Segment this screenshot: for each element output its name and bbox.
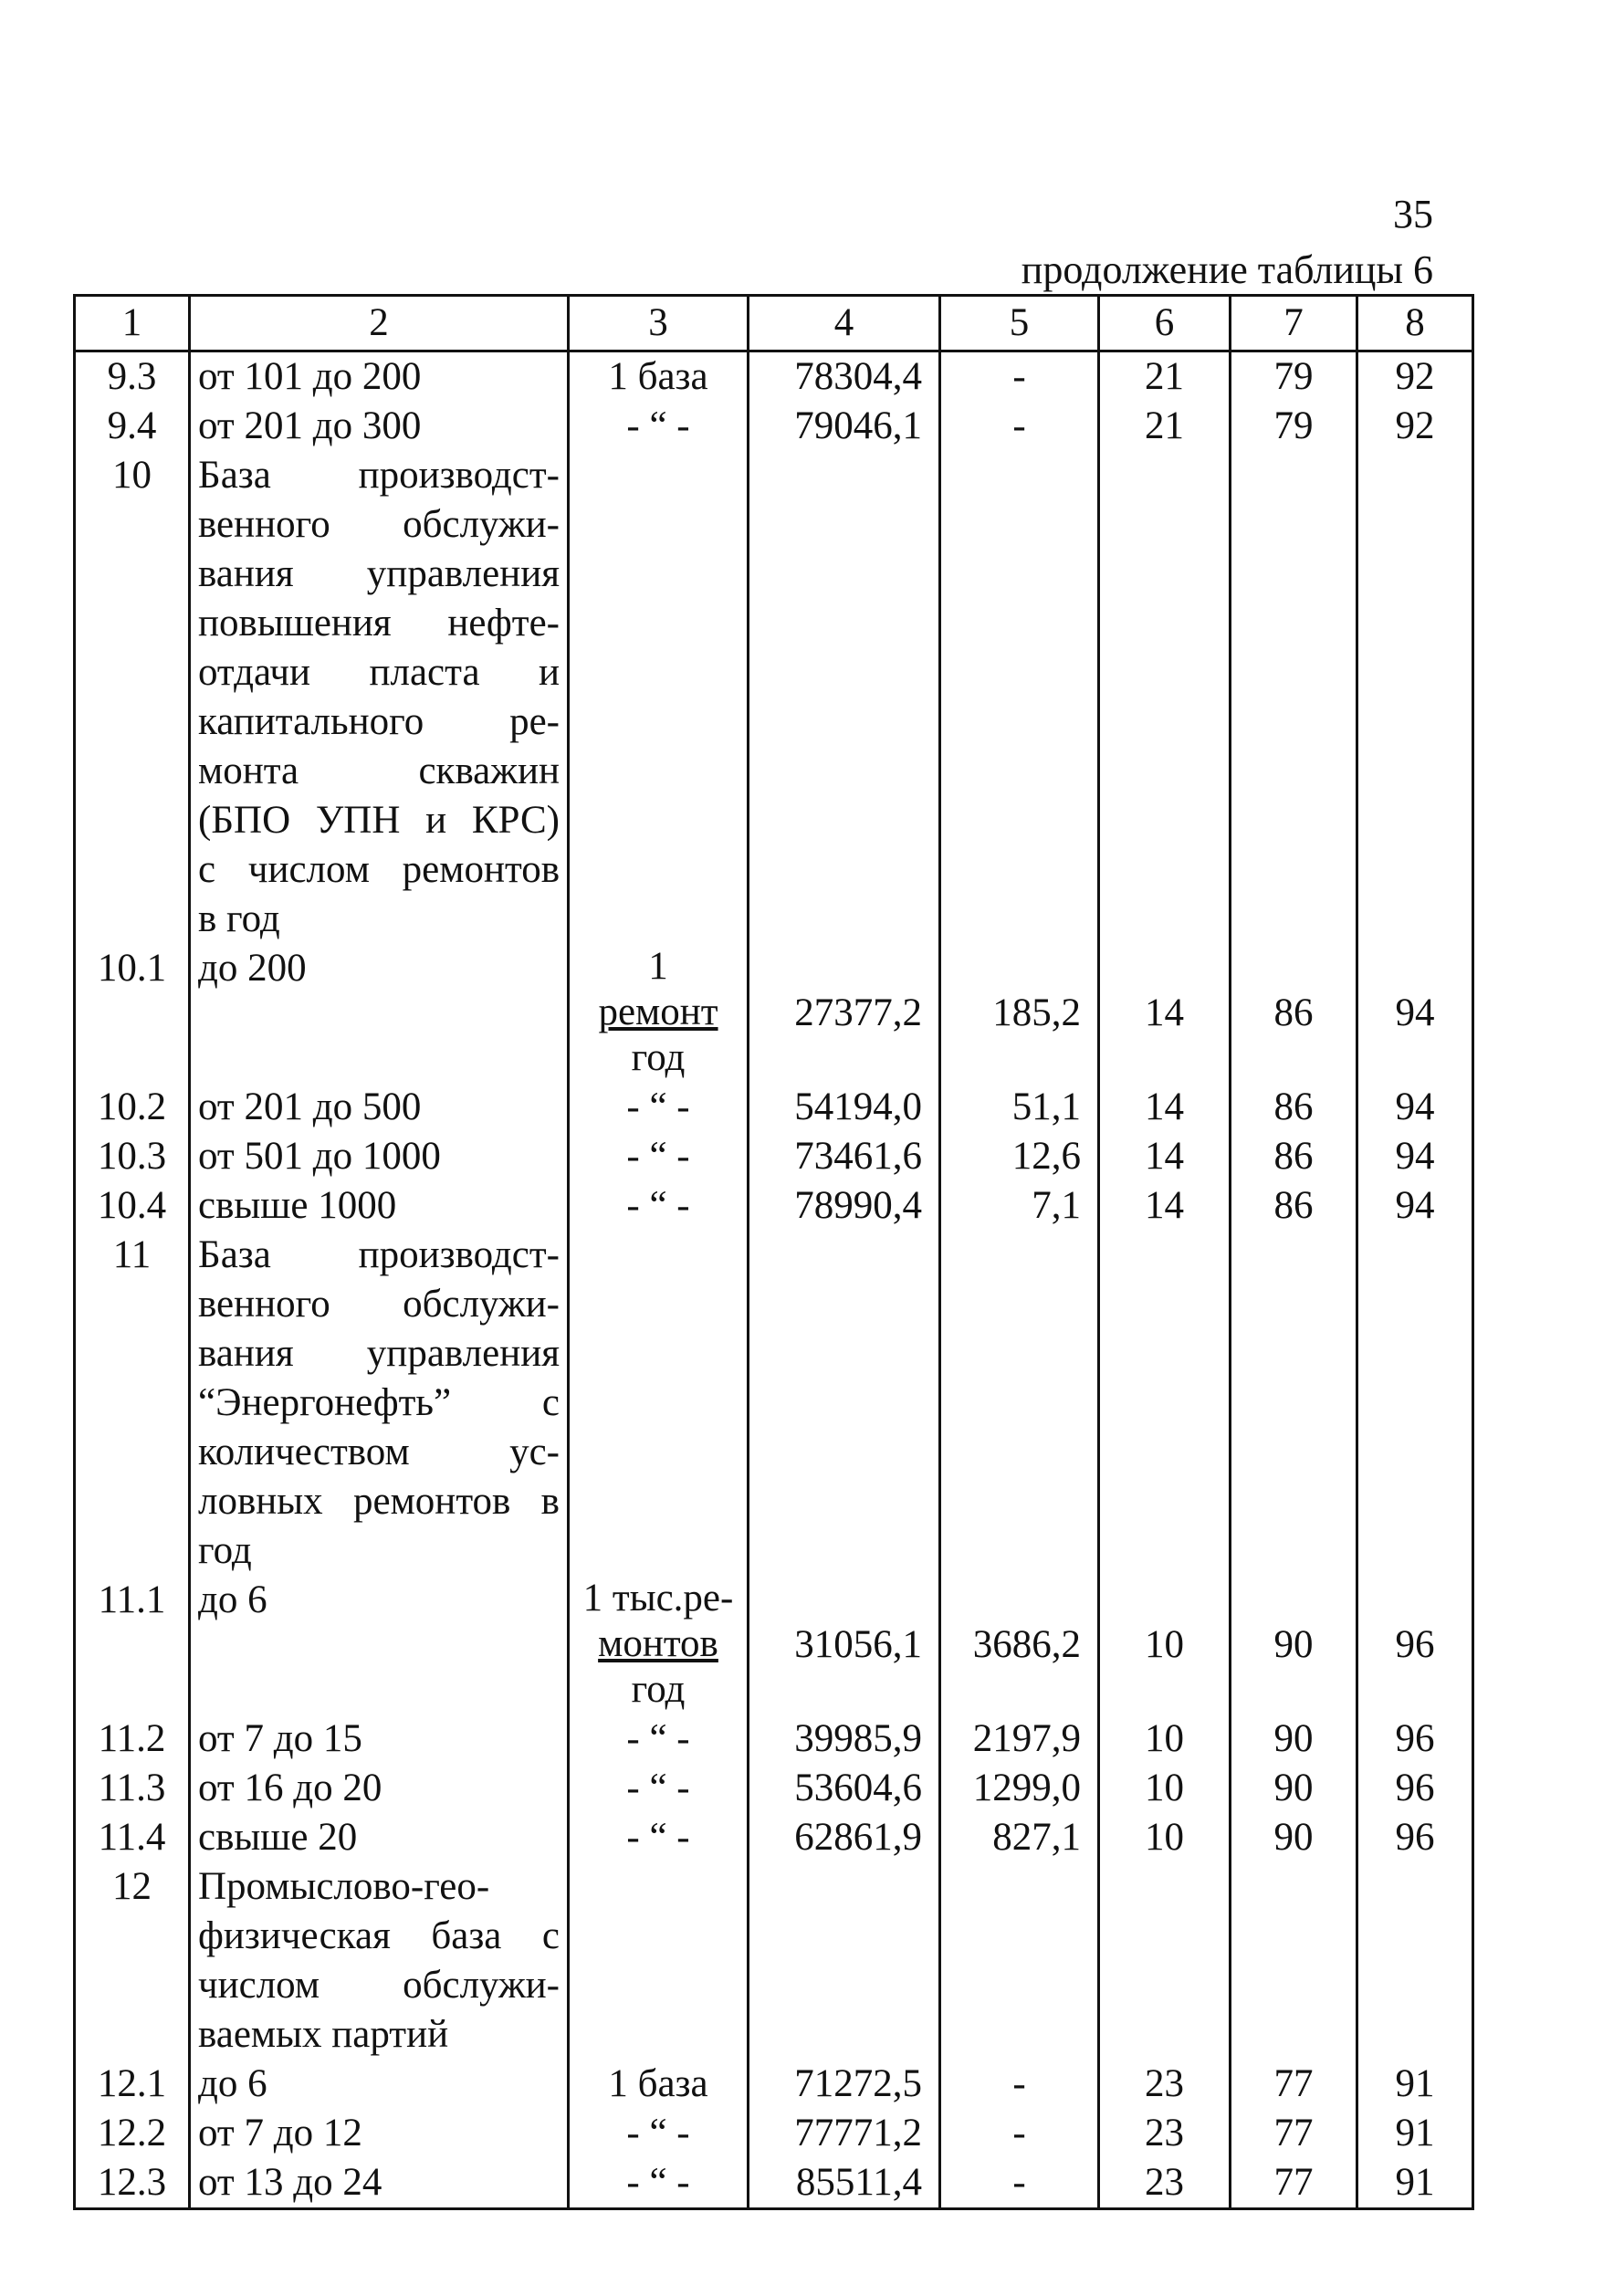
unit-prefix: 1 тыс.ре- — [582, 1577, 734, 1620]
empty-cell — [569, 1231, 749, 1576]
column-header: 4 — [749, 296, 940, 351]
row-name: от 101 до 200 — [190, 351, 569, 403]
column-header: 3 — [569, 296, 749, 351]
column-header: 2 — [190, 296, 569, 351]
value-col7: 90 — [1231, 1764, 1357, 1813]
value-col8: 94 — [1357, 1083, 1473, 1132]
unit-cell: - “ - — [569, 1764, 749, 1813]
table-row — [75, 1181, 1473, 1231]
empty-cell — [1099, 451, 1231, 944]
table-row — [75, 351, 1473, 403]
value-col8: 91 — [1357, 2060, 1473, 2109]
description-line: вания управления — [198, 552, 560, 595]
value-col6: 10 — [1099, 1714, 1231, 1764]
empty-cell — [569, 451, 749, 944]
column-header: 8 — [1357, 296, 1473, 351]
value-col8: 94 — [1357, 1132, 1473, 1181]
empty-cell — [1231, 1862, 1357, 2060]
value-col4: 79046,1 — [749, 402, 940, 451]
value-col5: - — [940, 2060, 1099, 2109]
table-row — [75, 944, 1473, 1083]
value-col4: 73461,6 — [749, 1132, 940, 1181]
row-name: до 6 — [190, 1576, 569, 1714]
value-col5: - — [940, 351, 1099, 403]
table-row — [75, 402, 1473, 451]
value-col5: 51,1 — [940, 1083, 1099, 1132]
value-col4: 62861,9 — [749, 1813, 940, 1862]
value-col5: 185,2 — [940, 944, 1099, 1083]
value-col4: 54194,0 — [749, 1083, 940, 1132]
description-line: База производст- — [198, 454, 560, 497]
value-col8: 94 — [1357, 1181, 1473, 1231]
value-col8: 92 — [1357, 402, 1473, 451]
description-line: венного обслужи- — [198, 1283, 560, 1326]
value-col6: 14 — [1099, 944, 1231, 1083]
value-col6: 23 — [1099, 2060, 1231, 2109]
unit-cell: - “ - — [569, 2158, 749, 2209]
row-name: до 6 — [190, 2060, 569, 2109]
table-row — [75, 1231, 1473, 1576]
description-line: вания управления — [198, 1332, 560, 1375]
row-number: 10.2 — [75, 1083, 190, 1132]
unit-numerator: монтов — [598, 1622, 718, 1665]
description-line: капитального ре- — [198, 700, 560, 743]
description-line: База производст- — [198, 1233, 560, 1276]
empty-cell — [1357, 1862, 1473, 2060]
unit-cell: - “ - — [569, 1714, 749, 1764]
description-line: ловных ремонтов в — [198, 1480, 560, 1523]
table-row — [75, 1764, 1473, 1813]
row-number: 12 — [75, 1862, 190, 2060]
unit-prefix: 1 — [648, 945, 668, 988]
unit-fraction — [598, 944, 718, 1081]
value-col7: 86 — [1231, 1181, 1357, 1231]
value-col6: 23 — [1099, 2109, 1231, 2158]
row-name: до 200 — [190, 944, 569, 1083]
row-number: 12.1 — [75, 2060, 190, 2109]
row-number: 11.3 — [75, 1764, 190, 1813]
unit-denominator: год — [631, 1668, 686, 1711]
unit-cell: - “ - — [569, 1181, 749, 1231]
table-row — [75, 1576, 1473, 1714]
row-number: 9.4 — [75, 402, 190, 451]
value-col6: 10 — [1099, 1576, 1231, 1714]
table-row — [75, 1714, 1473, 1764]
row-number: 11.2 — [75, 1714, 190, 1764]
unit-cell: 1 база — [569, 2060, 749, 2109]
empty-cell — [940, 1231, 1099, 1576]
description-line: венного обслужи- — [198, 503, 560, 546]
unit-cell: 1 база — [569, 351, 749, 403]
value-col4: 78304,4 — [749, 351, 940, 403]
unit-cell — [569, 944, 749, 1083]
value-col6: 10 — [1099, 1764, 1231, 1813]
section-description — [190, 1862, 569, 2060]
value-col4: 53604,6 — [749, 1764, 940, 1813]
value-col7: 90 — [1231, 1576, 1357, 1714]
row-name: от 16 до 20 — [190, 1764, 569, 1813]
description-line: повышения нефте- — [198, 602, 560, 645]
value-col5: 2197,9 — [940, 1714, 1099, 1764]
value-col6: 14 — [1099, 1132, 1231, 1181]
table-row — [75, 1083, 1473, 1132]
value-col4: 85511,4 — [749, 2158, 940, 2209]
value-col5: - — [940, 2158, 1099, 2209]
value-col8: 94 — [1357, 944, 1473, 1083]
empty-cell — [1099, 1862, 1231, 2060]
table-row — [75, 2158, 1473, 2209]
value-col7: 86 — [1231, 1083, 1357, 1132]
description-line: физическая база с — [198, 1914, 560, 1957]
row-name: от 501 до 1000 — [190, 1132, 569, 1181]
value-col4: 39985,9 — [749, 1714, 940, 1764]
row-number: 11.4 — [75, 1813, 190, 1862]
description-line: монта скважин — [198, 750, 560, 792]
description-line: “Энергонефть” с — [198, 1381, 560, 1424]
table-row — [75, 1813, 1473, 1862]
unit-cell: - “ - — [569, 2109, 749, 2158]
empty-cell — [749, 451, 940, 944]
value-col5: - — [940, 402, 1099, 451]
row-number: 10 — [75, 451, 190, 944]
row-name: свыше 1000 — [190, 1181, 569, 1231]
value-col5: 12,6 — [940, 1132, 1099, 1181]
column-header: 7 — [1231, 296, 1357, 351]
table-row — [75, 2109, 1473, 2158]
header-row — [75, 296, 1473, 351]
description-line: (БПО УПН и КРС) — [198, 799, 560, 842]
value-col7: 77 — [1231, 2158, 1357, 2209]
row-number: 12.2 — [75, 2109, 190, 2158]
empty-cell — [940, 451, 1099, 944]
value-col7: 79 — [1231, 402, 1357, 451]
empty-cell — [569, 1862, 749, 2060]
description-line: с числом ремонтов — [198, 848, 560, 891]
value-col8: 96 — [1357, 1764, 1473, 1813]
value-col4: 27377,2 — [749, 944, 940, 1083]
value-col7: 86 — [1231, 1132, 1357, 1181]
value-col8: 96 — [1357, 1813, 1473, 1862]
empty-cell — [940, 1862, 1099, 2060]
row-name: от 13 до 24 — [190, 2158, 569, 2209]
empty-cell — [1099, 1231, 1231, 1576]
column-header: 6 — [1099, 296, 1231, 351]
row-name: от 7 до 12 — [190, 2109, 569, 2158]
value-col8: 96 — [1357, 1714, 1473, 1764]
value-col6: 21 — [1099, 402, 1231, 451]
unit-cell: - “ - — [569, 1813, 749, 1862]
description-line: в год — [198, 897, 280, 940]
description-line: числом обслужи- — [198, 1964, 560, 2007]
table-row — [75, 1862, 1473, 2060]
value-col7: 90 — [1231, 1714, 1357, 1764]
value-col5: 827,1 — [940, 1813, 1099, 1862]
value-col6: 14 — [1099, 1181, 1231, 1231]
section-description — [190, 1231, 569, 1576]
value-col6: 10 — [1099, 1813, 1231, 1862]
value-col5: 1299,0 — [940, 1764, 1099, 1813]
description-line: количеством ус- — [198, 1431, 560, 1473]
column-header: 1 — [75, 296, 190, 351]
column-header: 5 — [940, 296, 1099, 351]
value-col4: 78990,4 — [749, 1181, 940, 1231]
unit-cell: - “ - — [569, 1083, 749, 1132]
value-col8: 96 — [1357, 1576, 1473, 1714]
empty-cell — [749, 1231, 940, 1576]
empty-cell — [1357, 451, 1473, 944]
description-line: Промыслово-гео- — [198, 1865, 490, 1908]
row-name: от 201 до 300 — [190, 402, 569, 451]
unit-numerator: ремонт — [598, 991, 718, 1033]
empty-cell — [1231, 1231, 1357, 1576]
unit-cell — [569, 1576, 749, 1714]
data-table — [73, 294, 1474, 2210]
value-col6: 14 — [1099, 1083, 1231, 1132]
table-row — [75, 1132, 1473, 1181]
value-col7: 90 — [1231, 1813, 1357, 1862]
table-body — [75, 351, 1473, 2209]
value-col7: 77 — [1231, 2109, 1357, 2158]
value-col4: 77771,2 — [749, 2109, 940, 2158]
value-col4: 31056,1 — [749, 1576, 940, 1714]
row-number: 11.1 — [75, 1576, 190, 1714]
row-name: от 7 до 15 — [190, 1714, 569, 1764]
value-col7: 79 — [1231, 351, 1357, 403]
table-continuation-caption: продолжение таблицы 6 — [1021, 247, 1433, 292]
row-number: 9.3 — [75, 351, 190, 403]
value-col8: 91 — [1357, 2109, 1473, 2158]
row-name: свыше 20 — [190, 1813, 569, 1862]
row-number: 11 — [75, 1231, 190, 1576]
value-col5: 3686,2 — [940, 1576, 1099, 1714]
value-col7: 77 — [1231, 2060, 1357, 2109]
value-col5: 7,1 — [940, 1181, 1099, 1231]
row-name: от 201 до 500 — [190, 1083, 569, 1132]
unit-fraction — [583, 1576, 734, 1713]
value-col8: 91 — [1357, 2158, 1473, 2209]
description-line: отдачи пласта и — [198, 651, 560, 694]
empty-cell — [1231, 451, 1357, 944]
row-number: 12.3 — [75, 2158, 190, 2209]
value-col8: 92 — [1357, 351, 1473, 403]
unit-denominator: год — [631, 1036, 686, 1079]
value-col4: 71272,5 — [749, 2060, 940, 2109]
row-number: 10.3 — [75, 1132, 190, 1181]
value-col7: 86 — [1231, 944, 1357, 1083]
page-number: 35 — [1393, 192, 1433, 236]
value-col6: 23 — [1099, 2158, 1231, 2209]
empty-cell — [1357, 1231, 1473, 1576]
table-row — [75, 2060, 1473, 2109]
row-number: 10.4 — [75, 1181, 190, 1231]
unit-cell: - “ - — [569, 1132, 749, 1181]
value-col6: 21 — [1099, 351, 1231, 403]
description-line: ваемых партий — [198, 2013, 449, 2056]
value-col5: - — [940, 2109, 1099, 2158]
description-line: год — [198, 1529, 252, 1572]
section-description — [190, 451, 569, 944]
row-number: 10.1 — [75, 944, 190, 1083]
empty-cell — [749, 1862, 940, 2060]
table-row — [75, 451, 1473, 944]
unit-cell: - “ - — [569, 402, 749, 451]
